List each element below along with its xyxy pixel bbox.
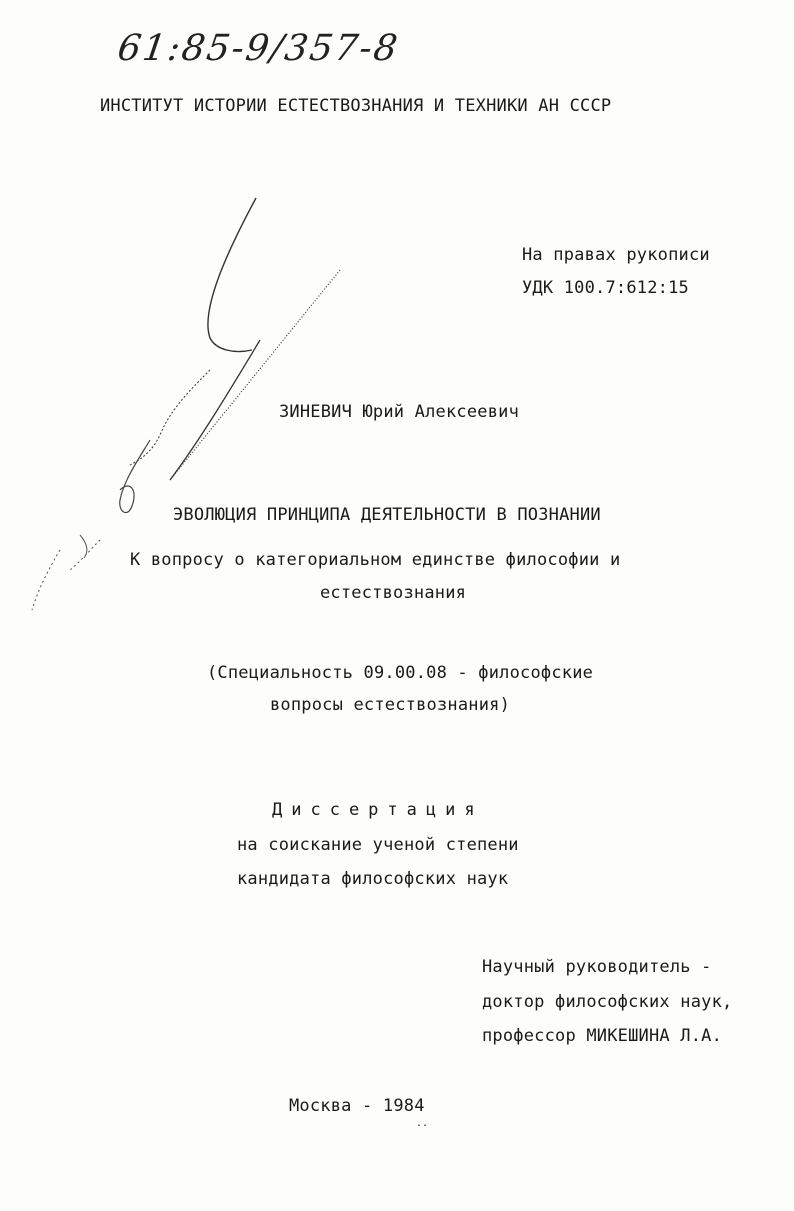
supervisor-line-2: доктор философских наук,: [482, 992, 733, 1012]
manuscript-rights: На правах рукописи: [522, 245, 710, 265]
dissertation-title: ЭВОЛЮЦИЯ ПРИНЦИПА ДЕЯТЕЛЬНОСТИ В ПОЗНАНИИ: [173, 505, 601, 525]
degree-line-2: кандидата философских наук: [237, 869, 509, 889]
dissertation-subtitle-line-2: естествознания: [320, 583, 467, 603]
udk-code: УДК 100.7:612:15: [522, 278, 689, 298]
specialty-line-2: вопросы естествознания): [270, 695, 511, 715]
supervisor-line-1: Научный руководитель -: [482, 957, 712, 977]
institute-name: ИНСТИТУТ ИСТОРИИ ЕСТЕСТВОЗНАНИЯ И ТЕХНИКИ АН СССР: [100, 96, 612, 116]
archive-code: 61:85-9/357-8: [115, 28, 402, 69]
dissertation-subtitle-line-1: К вопросу о категориальном единстве философии и: [130, 550, 621, 570]
place-year: Москва - 1984: [289, 1096, 425, 1116]
degree-line-1: на соискание ученой степени: [237, 835, 519, 855]
dissertation-label: Диссертация: [272, 800, 484, 820]
supervisor-line-3: профессор МИКЕШИНА Л.А.: [482, 1026, 723, 1046]
ink-dots: ..: [416, 1118, 429, 1129]
specialty-line-1: (Специальность 09.00.08 - философские: [207, 663, 594, 683]
author-name: ЗИНЕВИЧ Юрий Алексеевич: [279, 402, 520, 422]
